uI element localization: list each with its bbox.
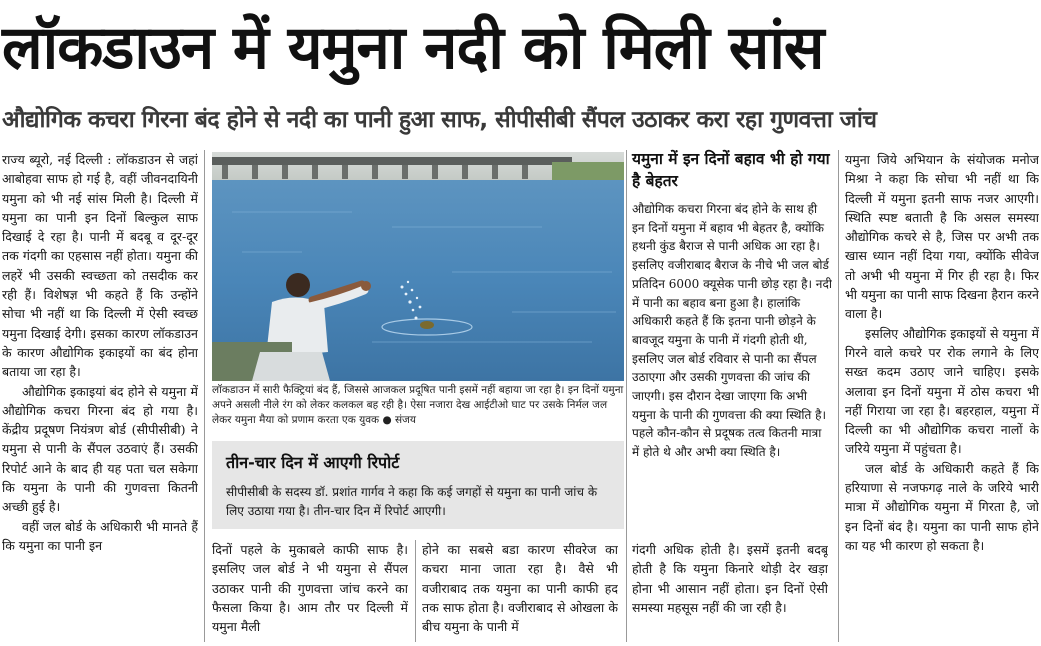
column-4-paragraph: गंदगी अधिक होती है। इसमें इतनी बदबू होती है कि यमुना किनारे थोड़ी देर खड़ा होना भी आसान नहीं होता। इन दिनों ऐसी समस्या महसूस नहीं की जा रही है। [632, 542, 828, 615]
report-box-title: तीन-चार दिन में आएगी रिपोर्ट [226, 453, 400, 472]
column-divider [204, 150, 205, 642]
column-4 [632, 540, 828, 642]
far-bank-trees [552, 162, 624, 182]
yamuna-river-photo [212, 152, 624, 381]
headline: लॉकडाउन में यमुना नदी को मिली सांस [2, 13, 824, 83]
column-3 [422, 540, 618, 642]
column-1-paragraph: राज्य ब्यूरो, नई दिल्ली : लॉकडाउन से जहां आबोहवा साफ हो गई है, वहीं जीवनदायिनी यमुना को भी नई सांस मिली है। दिल्ली में यमुना का पानी इन दिनों बिल्कुल साफ दिखाई दे रहा है। पानी में बदबू व दूर-दूर तक गंदगी का एहसास नहीं होता। यमुना की लहरें भी उसकी स्वच्छता को तसदीक कर रही हैं। विशेषज्ञ भी कहते हैं कि उन्होंने सोचा भी नहीं था कि दिल्ली में ऐसी स्वच्छ यमुना दिखाई देगी। इसका कारण लॉकडाउन के कारण औद्योगिक इकाइयों का बंद होना बताया जा रहा है। [2, 152, 198, 380]
column-divider [838, 150, 839, 642]
column-1 [2, 150, 198, 644]
bridge-deck [212, 157, 572, 165]
subheadline: औद्योगिक कचरा गिरना बंद होने से नदी का पानी हुआ साफ, सीपीसीबी सैंपल उठाकर करा रहा गुणवत्ता जांच [2, 107, 877, 133]
sidebar-title: यमुना में इन दिनों बहाव भी हो गया है बेहतर [632, 150, 830, 190]
river-photo-illustration [212, 152, 624, 381]
column-divider [626, 150, 627, 642]
column-5-paragraph: जल बोर्ड के अधिकारी कहते हैं कि हरियाणा से नजफगढ़ नाले के जरिये भारी मात्रा में औद्योगिक यमुना में गिरता है, जो इन दिनों बंद है। यमुना का पानी साफ होने का यह भी कारण हो सकता है। [845, 460, 1039, 553]
column-divider [415, 540, 416, 642]
column-5 [845, 150, 1039, 644]
column-1-paragraph: औद्योगिक इकाइयां बंद होने से यमुना में औद्योगिक कचरा गिरना बंद हो गया है। केंद्रीय प्रदूषण नियंत्रण बोर्ड (सीपीसीबी) ने यमुना से पानी के सैंपल उठवाएं हैं। उसकी रिपोर्ट आने के बाद ही यह पता चल सकेगा कि यमुना के पानी की गुणवत्ता कितनी अच्छी हुई है। [2, 383, 198, 515]
report-box-body: सीपीसीबी के सदस्य डॉ. प्रशांत गार्गव ने कहा कि कई जगहों से यमुना का पानी जांच के लिए उठाया गया है। तीन-चार दिन में रिपोर्ट आएगी। [226, 485, 598, 518]
column-5-paragraph: इसलिए औद्योगिक इकाइयों से यमुना में गिरने वाले कचरे पर रोक लगाने के लिए सख्त कदम उठाए जाने चाहिए। इसके अलावा इन दिनों यमुना में ठोस कचरा भी नहीं गिराया जा रहा है। बहरहाल, यमुना में दिल्ली का भी औद्योगिक कचरा नालों के जरिये यमुना में पहुंचता है। [845, 325, 1039, 457]
column-5-paragraph: यमुना जिये अभियान के संयोजक मनोज मिश्रा ने कहा कि सोचा भी नहीं था कि दिल्ली में यमुना इतनी साफ नजर आएगी। स्थिति स्पष्ट बताती है कि असल समस्या औद्योगिक कचरे से है, जिस पर अभी तक खास ध्यान नहीं दिया गया, क्योंकि सीवेज तो अभी भी यमुना में गिर ही रहा है। फिर भी यमुना का पानी साफ दिखना हैरान करने वाला है। [845, 152, 1039, 322]
column-2-paragraph: दिनों पहले के मुकाबले काफी साफ है। इसलिए जल बोर्ड ने भी यमुना से सैंपल उठाकर पानी की गुणवत्ता जांच करने का फैसला किया है। आम तौर पर दिल्ली में यमुना मैली [212, 542, 408, 635]
offering [420, 321, 434, 329]
report-box [212, 441, 624, 529]
sidebar-body: औद्योगिक कचरा गिरना बंद होने के साथ ही इन दिनों यमुना में बहाव भी बेहतर है, क्योंकि हथनी कुंड बैराज से पानी अधिक आ रहा है। इसलिए वजीराबाद बैराज के नीचे भी जल बोर्ड प्रतिदिन 6000 क्यूसेक पानी छोड़ रहा है। नदी में पानी का बहाव बना हुआ है। हालांकि अधिकारी कहते हैं कि इतना पानी छोड़ने के बावजूद यमुना के पानी में गंदगी होती थी, इसलिए जल बोर्ड रविवार से पानी का सैंपल उठाएगा और उसकी गुणवत्ता की जांच की जाएगी। इस दौरान देखा जाएगा कि अभी यमुना के पानी की गुणवत्ता की क्या स्थिति है। पहले कौन-कौन से प्रदूषक तत्व कितनी मात्रा में होते थे और अभी क्या स्थिति है। [632, 202, 832, 460]
column-3-paragraph: होने का सबसे बडा कारण सीवरेज का कचरा माना जाता रहा है। वैसे भी वजीराबाद तक यमुना का पानी काफी हद तक साफ होता है। वजीराबाद से ओखला के बीच यमुना के पानी में [422, 542, 618, 635]
column-1-paragraph: वहीं जल बोर्ड के अधिकारी भी मानते हैं कि यमुना का पानी इन [2, 518, 198, 553]
photo-caption: लॉकडाउन में सारी फैक्ट्रियां बंद हैं, जिससे आजकल प्रदूषित पानी इसमें नहीं बहाया जा रहा है। इन दिनों यमुना अपने असली नीले रंग को लेकर कलकल बह रही है। ऐसा नजारा देख आईटीओ घाट पर उसके निर्मल जल लेकर यमुना मैया को प्रणाम करता एक युवक ● संजय [212, 384, 624, 426]
column-2 [212, 540, 408, 642]
